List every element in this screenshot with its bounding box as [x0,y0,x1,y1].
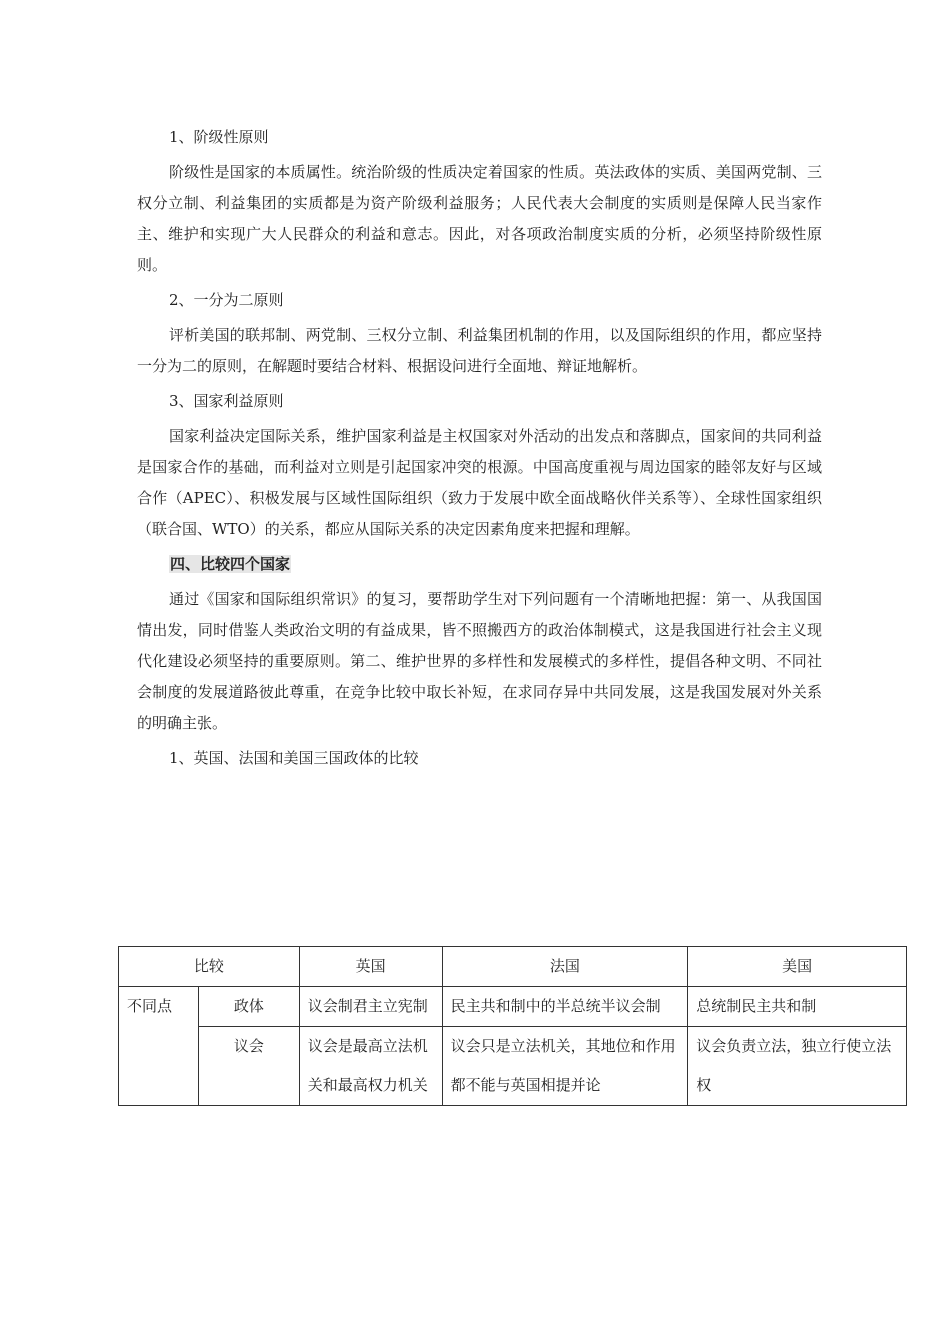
paragraph-dialectic-principle: 评析美国的联邦制、两党制、三权分立制、利益集团机制的作用，以及国际组织的作用，都应坚持一分为二的原则，在解题时要结合材料、根据设问进行全面地、辩证地解析。 [137,326,822,375]
cell-usa-regime: 总统制民主共和制 [688,987,907,1027]
heading-regime-comparison: 1、英国、法国和美国三国政体的比较 [169,749,419,767]
paragraph-national-interest-principle: 国家利益决定国际关系，维护国家利益是主权国家对外活动的出发点和落脚点，国家间的共同利益是国家合作的基础，而利益对立则是引起国家冲突的根源。中国高度重视与周边国家的睦邻友好与区域合作（APEC）、积极发展与区域性国际组织（致力于发展中欧全面战略伙伴关系等）、全球性国家组织（联合国、WTO）的关系，都应从国际关系的决定因素角度来把握和理解。 [137,427,822,538]
heading-class-principle: 1、阶级性原则 [169,128,269,146]
section-heading-compare-countries [137,549,822,580]
paragraph-compare-countries: 通过《国家和国际组织常识》的复习，要帮助学生对下列问题有一个清晰地把握：第一、从我国国情出发，同时借鉴人类政治文明的有益成果，皆不照搬西方的政治体制模式，这是我国进行社会主义现代化建设必须坚持的重要原则。第二、维护世界的多样性和发展模式的多样性，提倡各种文明、不同社会制度的发展道路彼此尊重，在竞争比较中取长补短，在求同存异中共同发展，这是我国发展对外关系的明确主张。 [137,590,822,732]
row-label-regime: 政体 [198,987,299,1027]
table-row [119,1027,907,1106]
document-body [137,122,822,774]
header-france: 法国 [442,947,688,987]
cell-france-parliament: 议会只是立法机关，其地位和作用都不能与英国相提并论 [442,1027,688,1106]
cell-usa-parliament: 议会负责立法，独立行使立法权 [688,1027,907,1106]
row-label-parliament: 议会 [198,1027,299,1106]
cell-uk-parliament: 议会是最高立法机关和最高权力机关 [299,1027,442,1106]
section-heading-text: 四、比较四个国家 [170,555,291,573]
comparison-table [118,946,907,1106]
heading-dialectic-principle: 2、一分为二原则 [169,291,284,309]
header-compare: 比较 [119,947,300,987]
header-usa: 美国 [688,947,907,987]
table-row [119,987,907,1027]
cell-france-regime: 民主共和制中的半总统半议会制 [442,987,688,1027]
header-uk: 英国 [299,947,442,987]
paragraph-class-principle: 阶级性是国家的本质属性。统治阶级的性质决定着国家的性质。英法政体的实质、美国两党制、三权分立制、利益集团的实质都是为资产阶级利益服务；人民代表大会制度的实质则是保障人民当家作主、维护和实现广大人民群众的利益和意志。因此，对各项政治制度实质的分析，必须坚持阶级性原则。 [137,163,822,274]
group-label-differences: 不同点 [119,987,199,1106]
cell-uk-regime: 议会制君主立宪制 [299,987,442,1027]
table-header-row [119,947,907,987]
heading-national-interest-principle: 3、国家利益原则 [169,392,284,410]
